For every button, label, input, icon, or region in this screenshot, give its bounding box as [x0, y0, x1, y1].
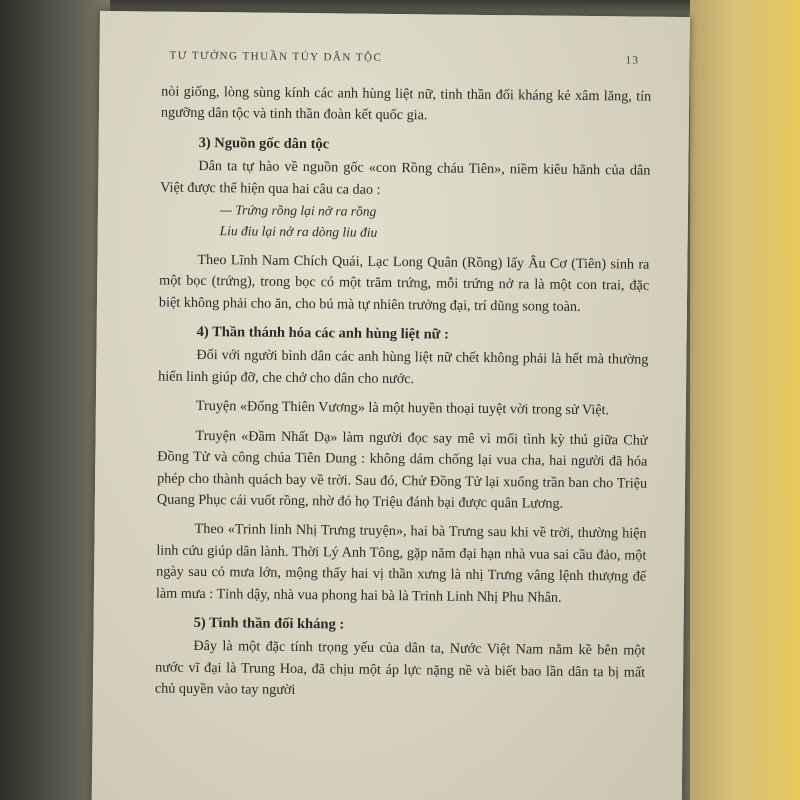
paragraph-7: Theo «Trinh linh Nhị Trưng truyện», hai bà Trưng sau khi về trời, thường hiện linh cứu giúp dân lành. Thời Lý Anh Tông, gặp năm đại hạn nhà vua sai cầu đảo, một ngày sau có mưa lớn, mộng thấy hai vị thần xưng là nhị Trưng vâng lệnh thượng đế làm mưa : Tỉnh dậy, nhà vua phong hai bà là Trinh Linh Nhị Phu Nhân. — [155, 521, 647, 606]
paragraph-5: Truyện «Đổng Thiên Vương» là một huyền thoại tuyệt vời trong sử Việt. — [195, 398, 610, 419]
page-content — [155, 82, 651, 706]
heading-4: 4) Thần thánh hóa các anh hùng liệt nữ : — [196, 324, 449, 343]
paragraph-6: Truyện «Đầm Nhất Dạ» làm người đọc say mê vì mối tình kỳ thú giữa Chử Đồng Tử và công chúa Tiên Dung : không dám chống lại vua cha, hai người đã hóa phép cho thành quách bay về trời. Sau đó, Chử Đồng Tử lại xuống trần ban cho Triệu Quang Phục cái vuốt rồng, nhờ đó họ Triệu đánh bại được quân Lương. — [156, 427, 648, 512]
heading-5: 5) Tinh thần đối kháng : — [193, 614, 345, 633]
running-title: TƯ TƯỞNG THUẦN TÚY DÂN TỘC — [169, 49, 383, 64]
verse-line-2: Liu điu lại nở ra dòng liu điu — [219, 223, 378, 241]
paragraph-1: nòi giống, lòng sùng kính các anh hùng liệt nữ, tinh thần đối kháng kẻ xâm lăng, tín ngưỡng dân tộc và tinh thần đoàn kết quốc gia. — [160, 83, 652, 124]
page-number: 13 — [625, 54, 640, 67]
paragraph-3: Theo Lĩnh Nam Chích Quái, Lạc Long Quân (Rồng) lấy Âu Cơ (Tiên) sinh ra một bọc (trứng), trong bọc có một trăm trứng, mỗi trứng nở ra là một con trai, đặc biệt không phải cho ăn, cho bú mà tự nhiên trưởng đại, trí dũng song toàn. — [158, 251, 650, 315]
paragraph-2: Dân ta tự hào về nguồn gốc «con Rồng cháu Tiên», niềm kiêu hãnh của dân Việt được thể hiện qua hai câu ca dao : — [160, 158, 651, 198]
paragraph-8: Đây là một đặc tính trọng yếu của dân ta, Nước Việt Nam nằm kề bên một nước vĩ đại là Trung Hoa, đã chịu một áp lực nặng nề và biết bao lần dân ta bị mất chủ quyền vào tay người — [154, 638, 646, 699]
background-right — [690, 0, 800, 800]
book-page — [92, 11, 690, 800]
paragraph-4: Đối với người bình dân các anh hùng liệt nữ chết không phải là hết mà thường hiển linh giúp đỡ, che chở cho dân cho nước. — [158, 347, 649, 388]
verse-line-1: — Trứng rồng lại nở ra rồng — [219, 202, 377, 219]
heading-3: 3) Nguồn gốc dân tộc — [198, 134, 330, 153]
running-head — [169, 50, 639, 67]
